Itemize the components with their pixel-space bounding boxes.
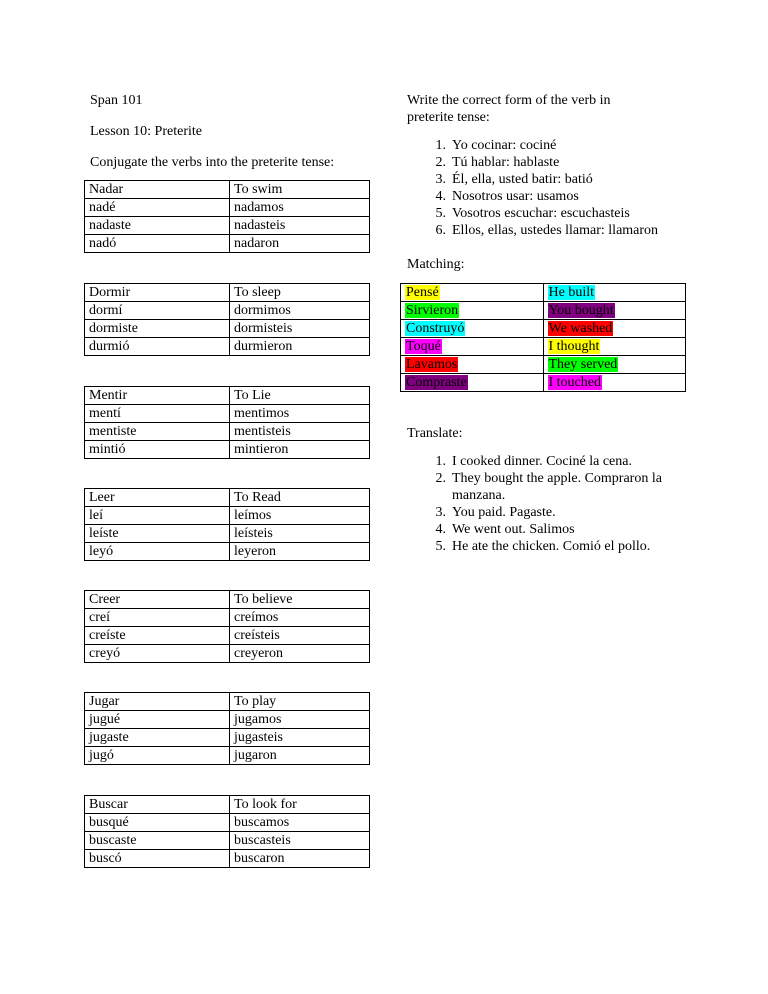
highlighted-text: I touched xyxy=(548,375,601,390)
table-cell: dormimos xyxy=(230,302,370,320)
table-cell: nadaron xyxy=(230,235,370,253)
highlighted-text: They served xyxy=(548,357,618,372)
conjugation-table-jugar xyxy=(84,692,370,765)
table-row xyxy=(85,441,370,459)
table-cell: nadasteis xyxy=(230,217,370,235)
table-cell: leísteis xyxy=(230,525,370,543)
table-cell: nadaste xyxy=(85,217,230,235)
list-item xyxy=(435,154,658,171)
table-cell: mentisteis xyxy=(230,423,370,441)
table-cell: Creer xyxy=(85,591,230,609)
table-cell: creí xyxy=(85,609,230,627)
table-cell: leyeron xyxy=(230,543,370,561)
table-cell: Dormir xyxy=(85,284,230,302)
table-cell xyxy=(401,374,544,392)
table-row xyxy=(85,543,370,561)
table-cell: buscaron xyxy=(230,850,370,868)
table-cell: leyó xyxy=(85,543,230,561)
table-row xyxy=(401,338,686,356)
list-item xyxy=(435,137,658,154)
table-cell: buscó xyxy=(85,850,230,868)
table-cell: nadamos xyxy=(230,199,370,217)
table-cell: durmió xyxy=(85,338,230,356)
table-cell: creísteis xyxy=(230,627,370,645)
table-cell: creyó xyxy=(85,645,230,663)
table-row xyxy=(85,850,370,868)
list-number: 6. xyxy=(435,223,446,238)
table-cell xyxy=(401,302,544,320)
list-text: We went out. Salimos xyxy=(452,522,575,537)
table-row xyxy=(85,320,370,338)
list-number: 5. xyxy=(435,539,446,554)
table-cell: jugaron xyxy=(230,747,370,765)
table-cell xyxy=(543,320,686,338)
table-row xyxy=(401,320,686,338)
table-cell: To play xyxy=(230,693,370,711)
write-heading-line-2: preterite tense: xyxy=(407,110,490,125)
table-cell xyxy=(543,356,686,374)
list-number: 1. xyxy=(435,138,446,153)
highlighted-text: Sirvieron xyxy=(406,303,459,318)
table-cell: jugamos xyxy=(230,711,370,729)
table-cell xyxy=(543,374,686,392)
table-row xyxy=(85,711,370,729)
list-item xyxy=(435,171,658,188)
table-row xyxy=(85,796,370,814)
table-row xyxy=(85,284,370,302)
highlighted-text: He built xyxy=(548,285,594,300)
list-text: Yo cocinar: cociné xyxy=(452,138,557,153)
conjugation-table-buscar xyxy=(84,795,370,868)
table-cell: creyeron xyxy=(230,645,370,663)
table-cell: Leer xyxy=(85,489,230,507)
write-heading-line-1: Write the correct form of the verb in xyxy=(407,93,611,108)
write-verb-list xyxy=(435,137,659,239)
highlighted-text: Lavamos xyxy=(406,357,458,372)
table-cell: To Lie xyxy=(230,387,370,405)
table-cell xyxy=(543,284,686,302)
table-row xyxy=(401,284,686,302)
list-number: 2. xyxy=(435,471,446,486)
table-cell: jugó xyxy=(85,747,230,765)
course-title: Span 101 xyxy=(90,93,143,108)
conjugation-table-creer xyxy=(84,590,370,663)
table-cell: leí xyxy=(85,507,230,525)
highlighted-text: Compraste xyxy=(406,375,467,390)
table-cell xyxy=(401,356,544,374)
list-number: 3. xyxy=(435,172,446,187)
table-row xyxy=(85,405,370,423)
table-row xyxy=(85,338,370,356)
table-row xyxy=(401,302,686,320)
table-cell: busqué xyxy=(85,814,230,832)
list-item xyxy=(435,504,662,521)
highlighted-text: You bought xyxy=(548,303,614,318)
conjugation-table-dormir xyxy=(84,283,370,356)
table-cell: buscaste xyxy=(85,832,230,850)
translate-heading: Translate: xyxy=(407,426,463,441)
list-item xyxy=(435,453,662,470)
table-cell: nadé xyxy=(85,199,230,217)
table-cell: jugué xyxy=(85,711,230,729)
table-cell xyxy=(401,284,544,302)
list-number: 2. xyxy=(435,155,446,170)
list-text: I cooked dinner. Cociné la cena. xyxy=(452,454,632,469)
table-cell: Mentir xyxy=(85,387,230,405)
table-row xyxy=(85,609,370,627)
list-text: You paid. Pagaste. xyxy=(452,505,556,520)
table-row xyxy=(85,832,370,850)
table-cell: nadó xyxy=(85,235,230,253)
table-row xyxy=(85,627,370,645)
list-item xyxy=(435,205,658,222)
table-cell: buscamos xyxy=(230,814,370,832)
table-row xyxy=(401,374,686,392)
table-cell: leímos xyxy=(230,507,370,525)
list-text-continuation: manzana. xyxy=(452,488,506,503)
table-row xyxy=(85,814,370,832)
list-number: 3. xyxy=(435,505,446,520)
table-row xyxy=(85,525,370,543)
list-item xyxy=(435,222,659,239)
table-row xyxy=(401,356,686,374)
table-cell: To look for xyxy=(230,796,370,814)
conjugation-table-mentir xyxy=(84,386,370,459)
list-item xyxy=(435,470,662,504)
table-cell: durmieron xyxy=(230,338,370,356)
list-text: Ellos, ellas, ustedes llamar: llamaron xyxy=(452,223,659,238)
table-cell: jugasteis xyxy=(230,729,370,747)
table-row xyxy=(85,181,370,199)
table-row xyxy=(85,302,370,320)
table-cell: To sleep xyxy=(230,284,370,302)
table-row xyxy=(85,217,370,235)
highlighted-text: Toqué xyxy=(406,339,441,354)
list-number: 5. xyxy=(435,206,446,221)
table-cell: leíste xyxy=(85,525,230,543)
list-item xyxy=(435,538,662,555)
table-row xyxy=(85,729,370,747)
matching-table xyxy=(400,283,686,392)
highlighted-text: We washed xyxy=(548,321,613,336)
list-number: 4. xyxy=(435,522,446,537)
translate-list xyxy=(435,453,662,555)
table-cell: Nadar xyxy=(85,181,230,199)
list-text: Tú hablar: hablaste xyxy=(452,155,560,170)
table-cell: To believe xyxy=(230,591,370,609)
table-cell: To swim xyxy=(230,181,370,199)
table-cell: creímos xyxy=(230,609,370,627)
table-row xyxy=(85,693,370,711)
table-cell: mentimos xyxy=(230,405,370,423)
matching-heading: Matching: xyxy=(407,257,465,272)
conjugation-table-leer xyxy=(84,488,370,561)
list-text: They bought the apple. Compraron la xyxy=(452,471,662,486)
list-text: Nosotros usar: usamos xyxy=(452,189,579,204)
table-cell: dormisteis xyxy=(230,320,370,338)
table-cell: Jugar xyxy=(85,693,230,711)
table-cell: creíste xyxy=(85,627,230,645)
table-cell: mentí xyxy=(85,405,230,423)
table-cell: mentiste xyxy=(85,423,230,441)
table-cell: mintieron xyxy=(230,441,370,459)
table-cell: To Read xyxy=(230,489,370,507)
list-text: He ate the chicken. Comió el pollo. xyxy=(452,539,651,554)
table-row xyxy=(85,489,370,507)
table-cell: mintió xyxy=(85,441,230,459)
table-cell: buscasteis xyxy=(230,832,370,850)
table-cell xyxy=(401,338,544,356)
table-row xyxy=(85,387,370,405)
table-cell: dormí xyxy=(85,302,230,320)
table-row xyxy=(85,507,370,525)
table-cell xyxy=(543,302,686,320)
table-cell: jugaste xyxy=(85,729,230,747)
list-text: Vosotros escuchar: escuchasteis xyxy=(452,206,630,221)
table-row xyxy=(85,645,370,663)
highlighted-text: I thought xyxy=(548,339,600,354)
list-number: 4. xyxy=(435,189,446,204)
conjugation-table-nadar xyxy=(84,180,370,253)
table-row xyxy=(85,591,370,609)
table-row xyxy=(85,199,370,217)
table-cell: dormiste xyxy=(85,320,230,338)
lesson-title: Lesson 10: Preterite xyxy=(90,124,202,139)
list-number: 1. xyxy=(435,454,446,469)
table-cell xyxy=(543,338,686,356)
conjugate-instruction: Conjugate the verbs into the preterite tense: xyxy=(90,155,335,170)
highlighted-text: Pensé xyxy=(406,285,439,300)
table-cell xyxy=(401,320,544,338)
list-item xyxy=(435,521,662,538)
table-row xyxy=(85,235,370,253)
highlighted-text: Construyó xyxy=(406,321,465,336)
list-text: Él, ella, usted batir: batió xyxy=(452,172,593,187)
list-item xyxy=(435,188,658,205)
table-cell: Buscar xyxy=(85,796,230,814)
table-row xyxy=(85,747,370,765)
table-row xyxy=(85,423,370,441)
